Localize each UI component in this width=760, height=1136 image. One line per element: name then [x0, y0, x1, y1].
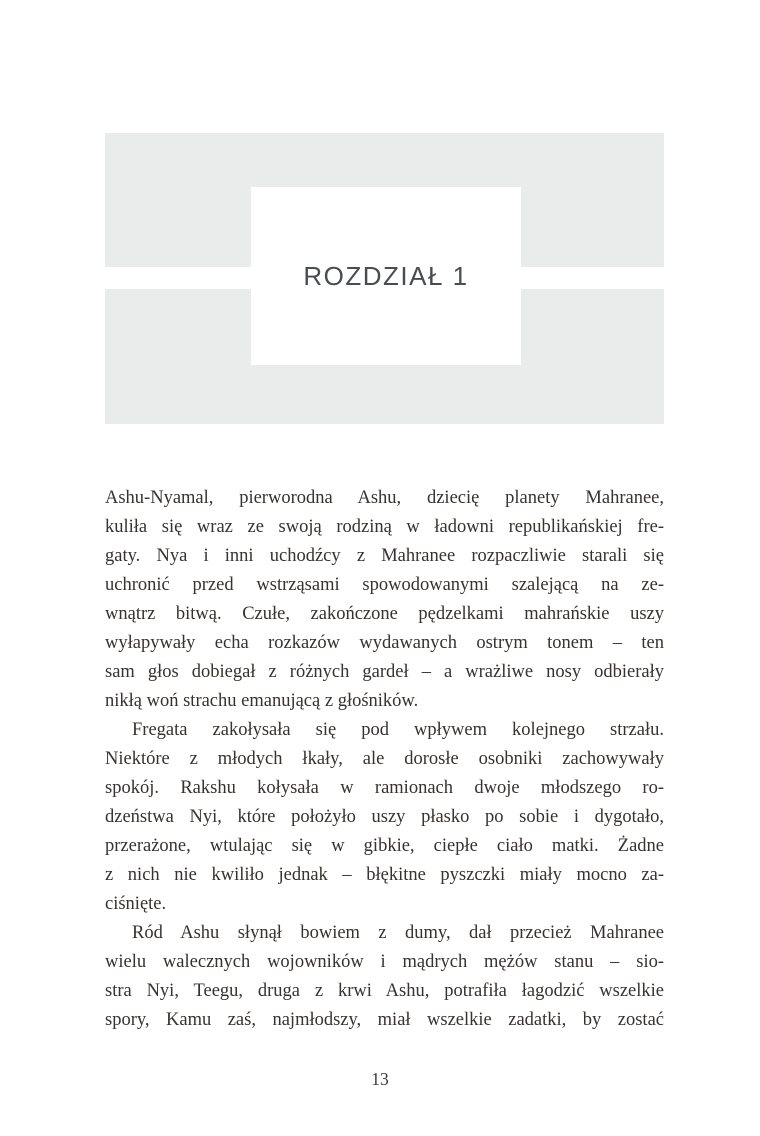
text-line: wielu walecznych wojowników i mądrych mężów stanu – sio-: [105, 952, 664, 972]
text-line: przerażone, wtulając się w gibkie, ciepłe ciało matki. Żadne: [105, 836, 664, 856]
chapter-title-box: [251, 187, 521, 365]
text-line: gaty. Nya i inni uchodźcy z Mahranee rozpaczliwie starali się: [105, 546, 664, 566]
text-line: wnątrz bitwą. Czułe, zakończone pędzelkami mahrańskie uszy: [105, 604, 664, 624]
text-line: spokój. Rakshu kołysała w ramionach dwoje młodszego ro-: [105, 778, 664, 798]
chapter-title: ROZDZIAŁ 1: [303, 260, 469, 291]
text-line: spory, Kamu zaś, najmłodszy, miał wszelkie zadatki, by zostać: [105, 1010, 664, 1030]
paragraph: [105, 716, 664, 919]
page-number: 13: [371, 1069, 389, 1089]
text-line: Ród Ashu słynął bowiem z dumy, dał przecież Mahranee: [132, 923, 664, 943]
paragraph: [105, 484, 664, 716]
paragraph: [105, 919, 664, 1035]
text-line: Fregata zakołysała się pod wpływem kolejnego strzału.: [132, 720, 664, 740]
page-footer: [0, 1069, 760, 1090]
text-line: nikłą woń strachu emanującą z głośników.: [105, 691, 419, 711]
text-line: ciśnięte.: [105, 894, 167, 914]
text-line: sam głos dobiegał z różnych gardeł – a wrażliwe nosy odbierały: [105, 662, 664, 682]
text-line: kuliła się wraz ze swoją rodziną w ładowni republikańskiej fre-: [105, 517, 664, 537]
text-line: wyłapywały echa rozkazów wydawanych ostrym tonem – ten: [105, 633, 664, 653]
text-line: z nich nie kwiliło jednak – błękitne pyszczki miały mocno za-: [105, 865, 664, 885]
text-line: uchronić przed wstrząsami spowodowanymi szalejącą na ze-: [105, 575, 664, 595]
text-line: dzeństwa Nyi, które położyło uszy płasko po sobie i dygotało,: [105, 807, 664, 827]
text-line: Ashu-Nyamal, pierworodna Ashu, dziecię planety Mahranee,: [105, 488, 664, 508]
text-line: Niektóre z młodych łkały, ale dorosłe osobniki zachowywały: [105, 749, 664, 769]
text-line: stra Nyi, Teegu, druga z krwi Ashu, potrafiła łagodzić wszelkie: [105, 981, 664, 1001]
body-text: [105, 484, 664, 1035]
